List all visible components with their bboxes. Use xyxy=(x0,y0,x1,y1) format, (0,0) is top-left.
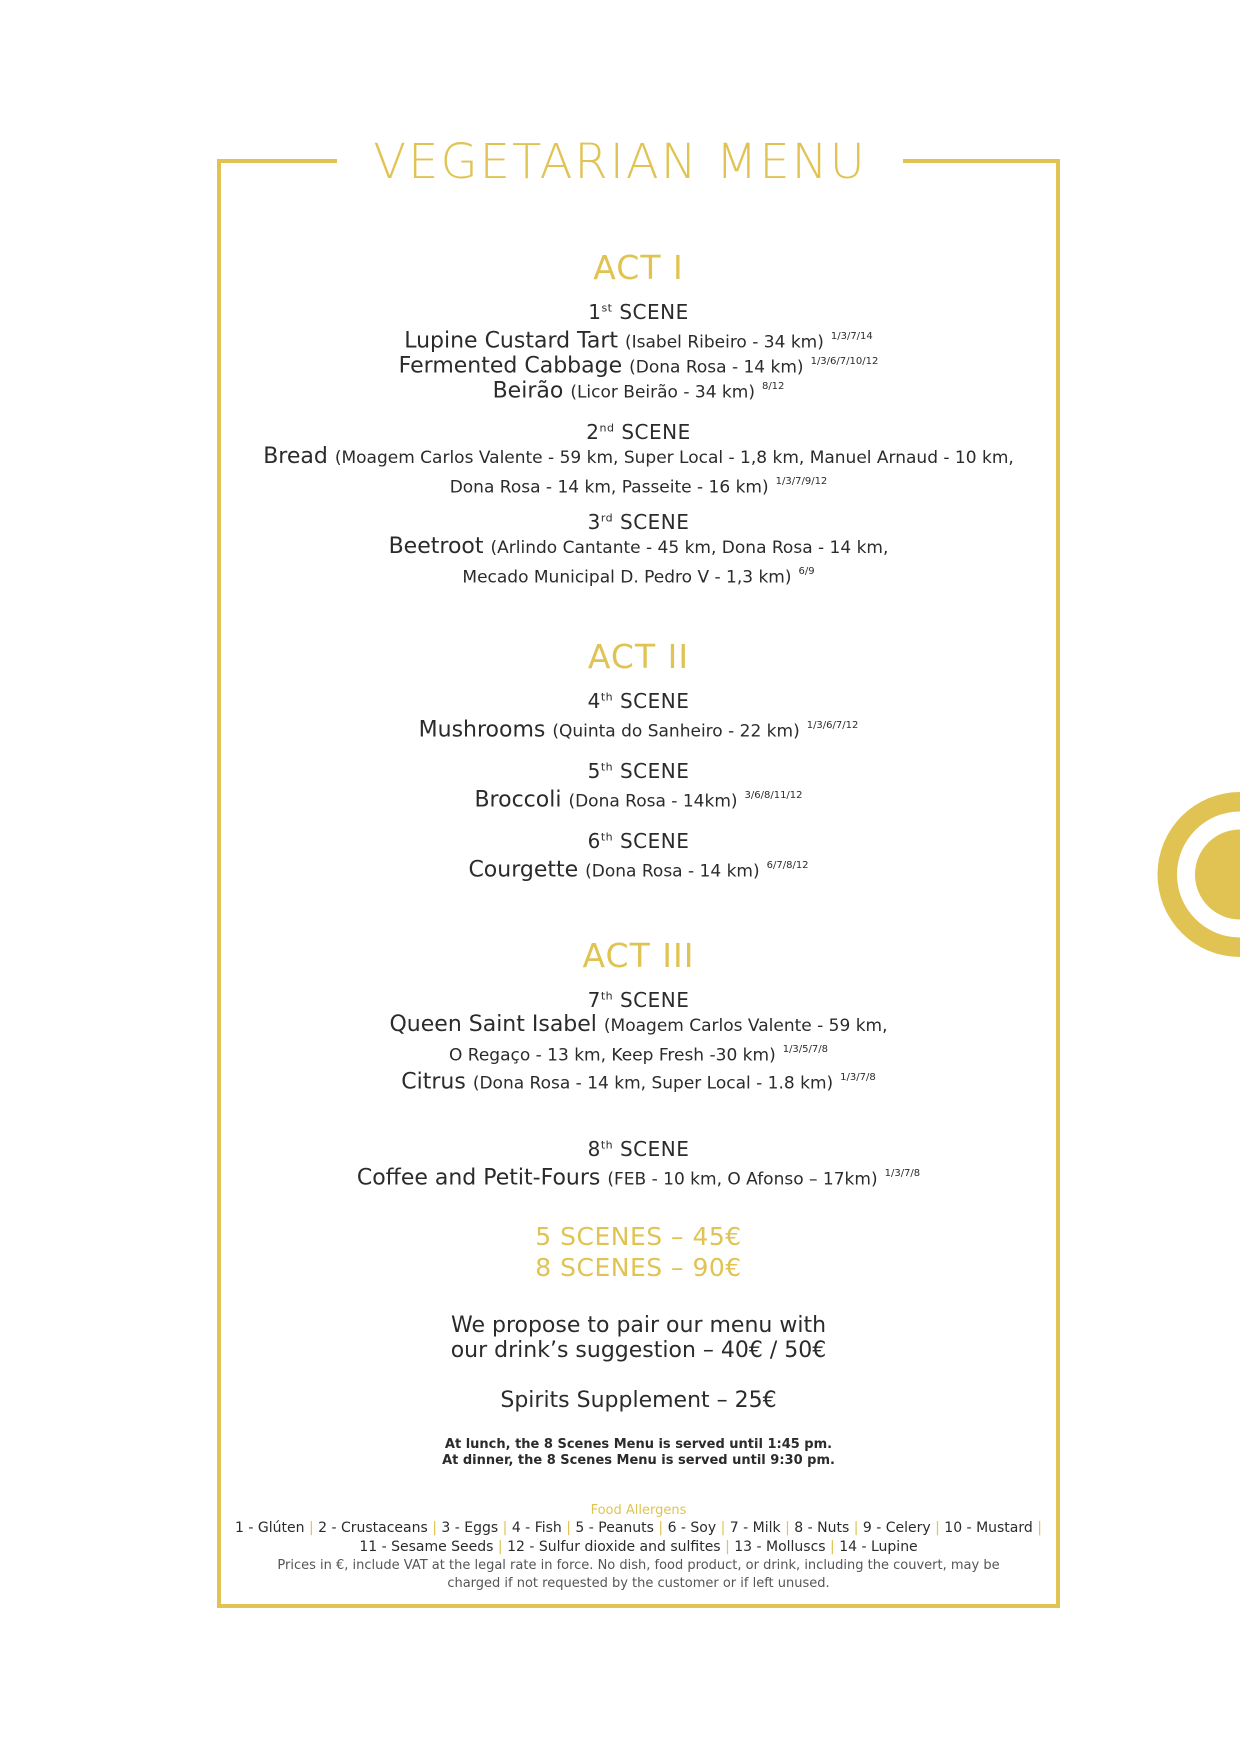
separator: | xyxy=(830,1539,835,1555)
allergen-item: 9 - Celery xyxy=(862,1520,931,1536)
allergen-item: 8 - Nuts xyxy=(794,1520,850,1536)
menu-title: VEGETARIAN MENU xyxy=(337,128,902,196)
scene-number: 7 xyxy=(587,988,601,1012)
separator: | xyxy=(720,1520,726,1536)
act-3-heading: ACT III xyxy=(582,936,695,975)
scene-ordinal: th xyxy=(600,1138,614,1152)
scene-5-heading xyxy=(217,759,1060,783)
dish-allergens: 6/7/8/12 xyxy=(766,860,809,871)
scene-4-heading xyxy=(217,689,1060,713)
price-8-scenes: 8 SCENES – 90€ xyxy=(535,1253,742,1282)
dish-allergens: 1/3/6/7/12 xyxy=(806,720,859,731)
dish-allergens: 1/3/6/7/10/12 xyxy=(810,356,879,367)
scene-word: SCENE xyxy=(621,420,691,444)
separator: | xyxy=(432,1520,437,1536)
scene-ordinal: rd xyxy=(600,511,614,525)
price-5-scenes: 5 SCENES – 45€ xyxy=(535,1222,742,1251)
title-wrap xyxy=(0,128,1240,196)
allergens-title: Food Allergens xyxy=(590,1503,687,1518)
separator: | xyxy=(502,1520,508,1536)
dish-name: Beetroot xyxy=(388,534,484,559)
scene-word: SCENE xyxy=(619,759,690,783)
dish-name: Beirão xyxy=(492,378,564,404)
dish-broccoli xyxy=(217,784,1060,813)
dish-name: Citrus xyxy=(401,1069,466,1095)
allergen-item: 7 - Milk xyxy=(729,1520,781,1536)
scene-number: 1 xyxy=(588,300,602,324)
allergens-list xyxy=(227,1519,1050,1557)
allergen-item: 3 - Eggs xyxy=(441,1520,499,1536)
dish-source: (Dona Rosa - 14km) xyxy=(568,791,738,812)
dish-source: (Dona Rosa - 14 km) xyxy=(629,357,804,378)
separator: | xyxy=(725,1539,730,1555)
allergen-item: 10 - Mustard xyxy=(944,1520,1033,1536)
dish-courgette xyxy=(217,854,1060,883)
dish-source-continued: Mecado Municipal D. Pedro V - 1,3 km) xyxy=(462,567,792,588)
dish-source: (Moagem Carlos Valente - 59 km, xyxy=(603,1016,888,1036)
separator: | xyxy=(566,1520,571,1536)
scene-word: SCENE xyxy=(619,689,690,713)
scene-number: 4 xyxy=(587,689,601,713)
dish-source: (Licor Beirão - 34 km) xyxy=(570,382,755,403)
pairing-line-2: our drink’s suggestion – 40€ / 50€ xyxy=(450,1338,827,1363)
dish-source: (Dona Rosa - 14 km) xyxy=(585,861,760,882)
dish-allergens: 3/6/8/11/12 xyxy=(744,790,803,801)
dish-bread xyxy=(217,445,1060,499)
dish-allergens: 1/3/7/8 xyxy=(840,1072,876,1083)
lunch-note: At lunch, the 8 Scenes Menu is served until 1:45 pm. xyxy=(444,1437,833,1452)
scene-word: SCENE xyxy=(619,988,690,1012)
scene-ordinal: th xyxy=(600,690,614,704)
dish-allergens: 1/3/7/9/12 xyxy=(775,476,828,487)
separator: | xyxy=(853,1520,859,1536)
dish-source: (Isabel Ribeiro - 34 km) xyxy=(625,332,824,353)
fine-print xyxy=(237,1557,1040,1593)
fine-print-line-1: Prices in €, include VAT at the legal rate in force. No dish, food product, or drink, including the couvert, may be xyxy=(277,1558,1000,1573)
allergen-item: 4 - Fish xyxy=(511,1520,562,1536)
separator: | xyxy=(308,1520,314,1536)
dish-queen-saint-isabel xyxy=(217,1013,1060,1067)
scene-2-heading xyxy=(217,420,1060,444)
dish-name: Courgette xyxy=(468,857,579,883)
scene-ordinal: th xyxy=(600,830,614,844)
dish-source: (Quinta do Sanheiro - 22 km) xyxy=(552,721,800,742)
allergen-item: 14 - Lupine xyxy=(839,1539,918,1555)
separator: | xyxy=(497,1539,503,1555)
spirits-supplement: Spirits Supplement – 25€ xyxy=(500,1388,777,1413)
allergen-item: 6 - Soy xyxy=(667,1520,717,1536)
scene-1-heading xyxy=(217,300,1060,324)
dish-beirao xyxy=(217,375,1060,404)
dish-name: Lupine Custard Tart xyxy=(404,328,619,354)
scene-number: 2 xyxy=(586,420,600,444)
fine-print-line-2: charged if not requested by the customer or if left unused. xyxy=(447,1576,830,1591)
scene-3-heading xyxy=(217,510,1060,534)
dish-source: (FEB - 10 km, O Afonso – 17km) xyxy=(607,1169,878,1190)
dinner-note: At dinner, the 8 Scenes Menu is served until 9:30 pm. xyxy=(442,1453,835,1468)
scene-ordinal: th xyxy=(600,989,614,1003)
dish-allergens: 1/3/7/14 xyxy=(830,331,873,342)
dish-source: (Dona Rosa - 14 km, Super Local - 1.8 km) xyxy=(472,1073,834,1094)
scene-word: SCENE xyxy=(619,829,690,853)
scene-word: SCENE xyxy=(620,510,690,534)
separator: | xyxy=(935,1520,940,1536)
scene-number: 5 xyxy=(587,759,601,783)
allergen-item: 11 - Sesame Seeds xyxy=(359,1539,494,1555)
allergen-item: 5 - Peanuts xyxy=(575,1520,654,1536)
dish-coffee xyxy=(217,1162,1060,1191)
dish-name: Mushrooms xyxy=(418,717,546,743)
dish-mushrooms xyxy=(217,714,1060,743)
act-1-heading: ACT I xyxy=(593,248,684,287)
scene-7-heading xyxy=(217,988,1060,1012)
scene-8-heading xyxy=(217,1137,1060,1161)
scene-number: 8 xyxy=(587,1137,601,1161)
scene-word: SCENE xyxy=(619,300,689,324)
dish-beetroot xyxy=(217,535,1060,589)
dish-allergens: 1/3/5/7/8 xyxy=(782,1044,828,1055)
dish-source: (Moagem Carlos Valente - 59 km, Super Local - 1,8 km, Manuel Arnaud - 10 km, xyxy=(334,448,1014,468)
decorative-circle-graphic xyxy=(1157,792,1240,957)
scene-ordinal: st xyxy=(601,301,613,315)
separator: | xyxy=(785,1520,790,1536)
dish-name: Queen Saint Isabel xyxy=(389,1012,597,1037)
act-2-heading: ACT II xyxy=(587,637,690,676)
dish-name: Coffee and Petit-Fours xyxy=(356,1165,601,1191)
allergen-item: 1 - Glúten xyxy=(235,1520,305,1536)
scene-ordinal: th xyxy=(600,760,614,774)
dish-name: Bread xyxy=(263,444,328,469)
scene-word: SCENE xyxy=(619,1137,690,1161)
separator: | xyxy=(658,1520,664,1536)
dish-name: Fermented Cabbage xyxy=(398,353,623,379)
dish-citrus xyxy=(217,1066,1060,1095)
scene-6-heading xyxy=(217,829,1060,853)
dish-source-continued: O Regaço - 13 km, Keep Fresh -30 km) xyxy=(448,1045,776,1066)
allergen-item: 12 - Sulfur dioxide and sulfites xyxy=(507,1539,721,1555)
allergen-item: 13 - Molluscs xyxy=(734,1539,826,1555)
allergen-item: 2 - Crustaceans xyxy=(318,1520,428,1536)
dish-allergens: 6/9 xyxy=(798,566,815,577)
scene-number: 6 xyxy=(587,829,601,853)
dish-allergens: 8/12 xyxy=(761,381,785,392)
separator: | xyxy=(1037,1520,1042,1536)
scene-number: 3 xyxy=(587,510,601,534)
dish-allergens: 1/3/7/8 xyxy=(884,1168,921,1179)
dish-source-continued: Dona Rosa - 14 km, Passeite - 16 km) xyxy=(449,477,769,498)
dish-name: Broccoli xyxy=(474,787,562,813)
scene-ordinal: nd xyxy=(599,421,615,435)
dish-source: (Arlindo Cantante - 45 km, Dona Rosa - 14 km, xyxy=(490,538,889,558)
pairing-line-1: We propose to pair our menu with xyxy=(450,1313,827,1338)
